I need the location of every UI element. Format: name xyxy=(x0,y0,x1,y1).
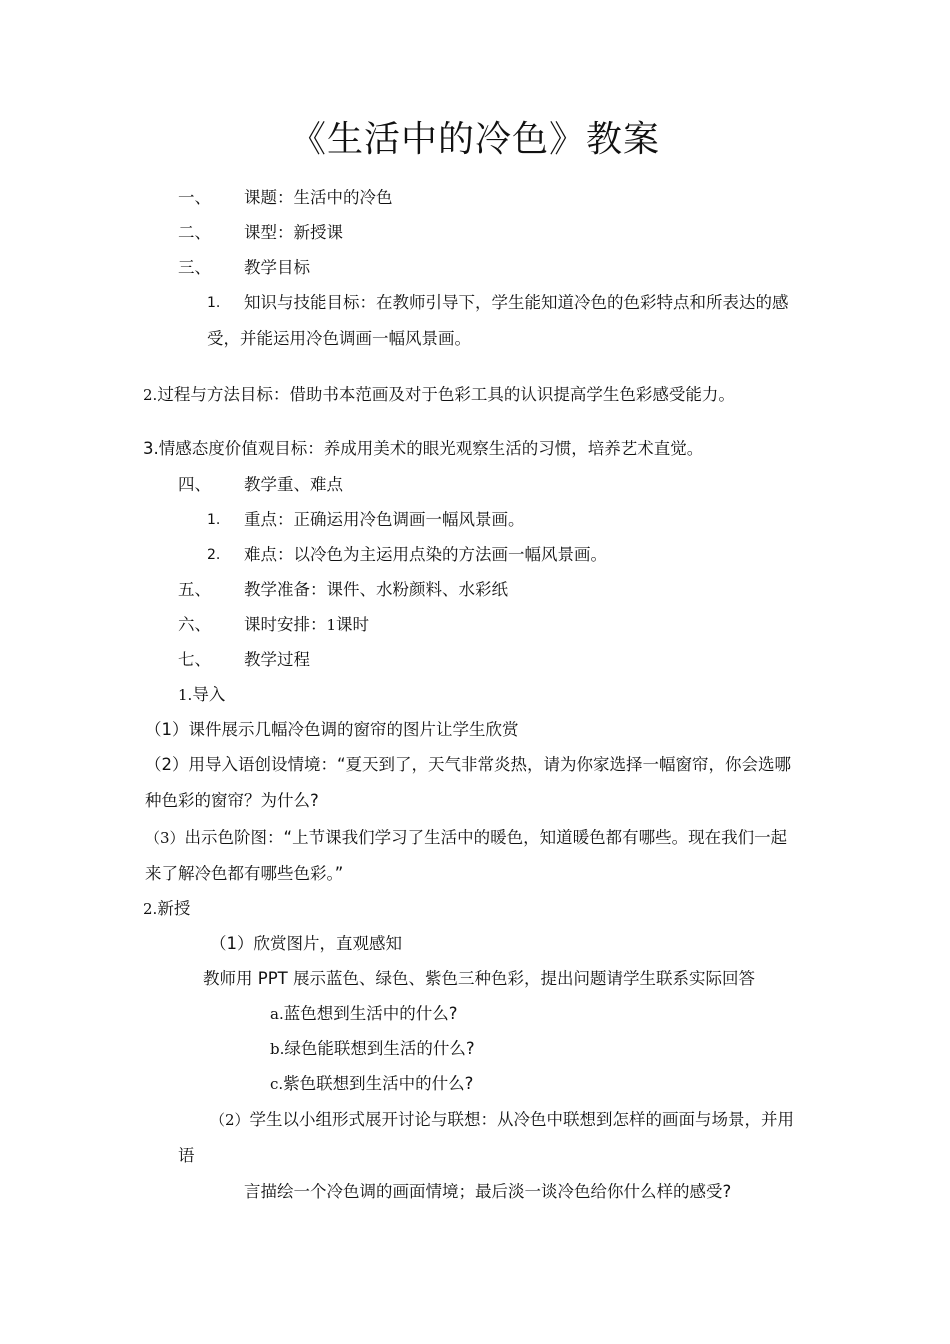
section-process: 教学过程 xyxy=(244,650,310,669)
process-intro-heading xyxy=(178,683,225,707)
question-marker: b. xyxy=(270,1040,285,1058)
section-marker: 五、 xyxy=(178,580,211,599)
section-key-points: 教学重、难点 xyxy=(244,475,343,494)
question-text: 紫色联想到生活中的什么? xyxy=(283,1074,474,1093)
question-green xyxy=(270,1037,475,1061)
list-number: 2. xyxy=(207,547,221,563)
list-number: 1. xyxy=(207,512,221,528)
list-number: 1. xyxy=(207,295,221,311)
new-step-2-line1 xyxy=(210,1108,794,1132)
intro-step-3-line1 xyxy=(145,826,787,850)
question-blue xyxy=(270,1002,457,1026)
goal-process xyxy=(143,383,735,407)
goal-knowledge-line2: 受，并能运用冷色调画一幅风景画。 xyxy=(207,329,471,348)
intro-step-1: （1）课件展示几幅冷色调的窗帘的图片让学生欣赏 xyxy=(145,720,519,739)
question-purple xyxy=(270,1072,473,1096)
process-intro-label: 导入 xyxy=(192,685,226,704)
schedule-label: 课时安排： xyxy=(244,615,327,634)
intro-step-2-line1: （2）用导入语创设情境：“夏天到了，天气非常炎热，请为你家选择一幅窗帘，你会选哪 xyxy=(145,755,792,774)
process-new-heading xyxy=(143,897,190,921)
document-title: 《生活中的冷色》教案 xyxy=(289,119,660,160)
new-step-1-description: 教师用 PPT 展示蓝色、绿色、紫色三种色彩，提出问题请学生联系实际回答 xyxy=(203,969,755,988)
section-marker: 六、 xyxy=(178,615,211,634)
intro-step-3-line2: 来了解冷色都有哪些色彩。” xyxy=(145,864,344,883)
section-marker: 七、 xyxy=(178,650,211,669)
new-step-2-line3: 言描绘一个冷色调的画面情境；最后淡一谈冷色给你什么样的感受? xyxy=(244,1182,732,1201)
process-new-number: 2. xyxy=(143,900,158,918)
process-new-label: 新授 xyxy=(157,899,191,918)
section-lesson-type: 课型：新授课 xyxy=(244,223,343,242)
section-schedule xyxy=(244,613,369,637)
section-marker: 三、 xyxy=(178,258,211,277)
question-marker: c. xyxy=(270,1075,284,1093)
difficult-point: 难点：以冷色为主运用点染的方法画一幅风景画。 xyxy=(244,545,607,564)
goal-process-text: 过程与方法目标：借助书本范画及对于色彩工具的认识提高学生色彩感受能力。 xyxy=(157,385,735,404)
goal-process-number: 2. xyxy=(143,386,158,404)
intro-step-3-text: 出示色阶图：“上节课我们学习了生活中的暖色，知道暖色都有哪些。现在我们一起 xyxy=(184,828,788,847)
section-marker: 二、 xyxy=(178,223,211,242)
new-step-2-line2: 语 xyxy=(178,1146,195,1165)
new-step-2-text: 学生以小组形式展开讨论与联想：从冷色中联想到怎样的画面与场景，并用 xyxy=(249,1110,795,1129)
question-text: 蓝色想到生活中的什么? xyxy=(283,1004,458,1023)
intro-step-3-number: （3） xyxy=(145,829,185,847)
new-step-1: （1）欣赏图片，直观感知 xyxy=(210,934,402,953)
section-preparation: 教学准备：课件、水粉颜料、水彩纸 xyxy=(244,580,508,599)
section-marker: 四、 xyxy=(178,475,211,494)
key-point: 重点：正确运用冷色调画一幅风景画。 xyxy=(244,510,525,529)
goal-knowledge-line1: 知识与技能目标：在教师引导下，学生能知道冷色的色彩特点和所表达的感 xyxy=(244,293,789,312)
section-objectives: 教学目标 xyxy=(244,258,310,277)
intro-step-2-line2: 种色彩的窗帘？为什么? xyxy=(145,791,319,810)
goal-attitude: 3.情感态度价值观目标：养成用美术的眼光观察生活的习惯，培养艺术直觉。 xyxy=(143,439,704,458)
process-intro-number: 1. xyxy=(178,686,193,704)
section-topic: 课题：生活中的冷色 xyxy=(244,188,393,207)
question-marker: a. xyxy=(270,1005,284,1023)
section-marker: 一、 xyxy=(178,188,211,207)
question-text: 绿色能联想到生活的什么? xyxy=(284,1039,475,1058)
schedule-count: 1 xyxy=(326,616,337,634)
schedule-unit: 课时 xyxy=(336,615,370,634)
new-step-2-number: （2） xyxy=(210,1111,250,1129)
